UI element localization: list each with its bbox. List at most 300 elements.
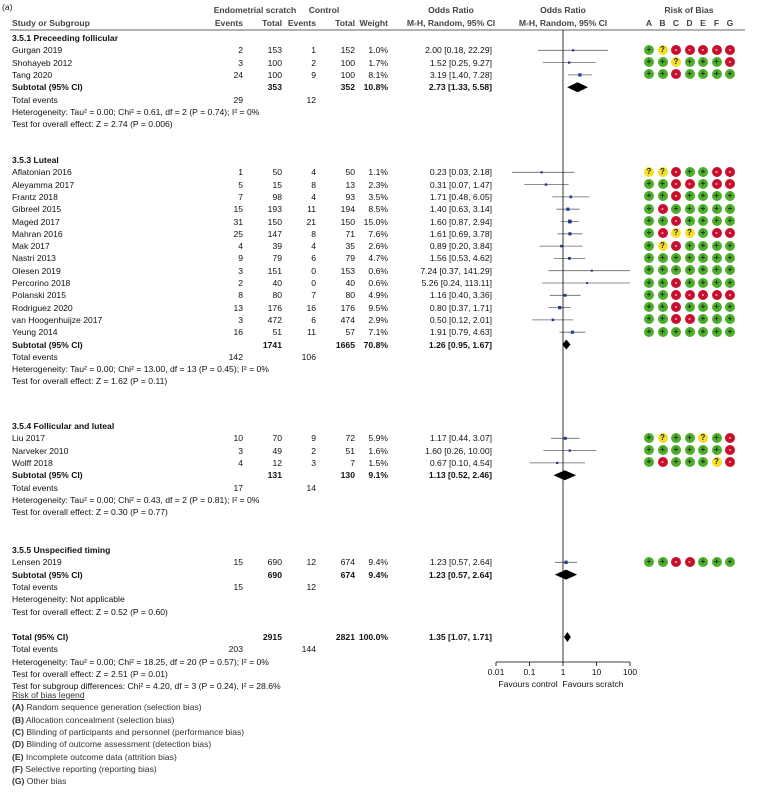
rob-dot-low: +: [644, 290, 654, 300]
study-name: Olesen 2019: [12, 265, 61, 276]
header-or-plot: Odds Ratio: [540, 5, 586, 15]
rob-legend-item: [12, 702, 202, 712]
study-e-events: 24: [233, 69, 243, 80]
study-e-events: 15: [233, 557, 243, 568]
study-c-total: 194: [340, 204, 355, 215]
rob-dot-low: +: [644, 457, 654, 467]
overall-label: Total (95% CI): [12, 632, 69, 642]
study-e-total: 15: [272, 179, 282, 190]
rob-dot-low: +: [685, 57, 695, 67]
col-method-text: M-H, Random, 95% CI: [406, 18, 496, 28]
study-e-total: 98: [272, 191, 282, 202]
study-e-total: 153: [267, 45, 282, 56]
study-mark-1-10-point: [564, 294, 567, 297]
study-weight: 9.5%: [368, 302, 388, 313]
study-name: Gibreel 2015: [12, 204, 62, 215]
study-ci-text: 0.67 [0.10, 4.54]: [429, 457, 492, 468]
overall-effect: Test for overall effect: Z = 0.30 (P = 0.77): [12, 507, 168, 518]
rob-dot-low: +: [685, 278, 695, 288]
rob-dot-high: -: [725, 457, 735, 467]
study-name: Liu 2017: [12, 433, 45, 444]
rob-dot-low: +: [644, 445, 654, 455]
rob-dot-high: -: [671, 179, 681, 189]
rob-legend-letter: (E): [12, 751, 24, 762]
rob-dot-low: +: [658, 278, 668, 288]
overall-effect: Test for overall effect: Z = 1.62 (P = 0.11): [12, 376, 168, 387]
rob-dot-high: -: [725, 290, 735, 300]
col-e-events: Events: [214, 18, 243, 28]
study-e-events: 25: [233, 228, 243, 239]
study-weight: 0.6%: [368, 265, 388, 276]
rob-dot-high: -: [725, 45, 735, 55]
rob-dot-high: -: [671, 290, 681, 300]
study-ci-text: 1.23 [0.57, 2.64]: [429, 557, 492, 568]
rob-dot-high: -: [725, 57, 735, 67]
col-c-events: Events: [287, 18, 316, 28]
rob-dot-low: +: [698, 204, 708, 214]
rob-dot-low: +: [658, 179, 668, 189]
rob-dot-high: -: [685, 557, 695, 567]
study-e-events: 3: [238, 314, 243, 325]
x-tick-label: 0.1: [523, 667, 536, 677]
study-mark-2-0-point: [564, 437, 567, 440]
study-c-events: 4: [311, 167, 316, 178]
overall-c-total: 2821: [335, 632, 355, 642]
rob-dot-low: +: [725, 557, 735, 567]
rob-dot-low: +: [712, 253, 722, 263]
rob-dot-low: +: [671, 327, 681, 337]
subgroup-title: 3.5.5 Unspecified timing: [12, 545, 111, 555]
study-ci-text: 1.60 [0.87, 2.94]: [429, 216, 492, 227]
study-name: Aleyamma 2017: [12, 179, 75, 190]
study-c-events: 4: [311, 241, 316, 252]
study-e-events: 16: [233, 327, 243, 338]
study-ci-text: 1.91 [0.79, 4.63]: [429, 327, 492, 338]
rob-dot-low: +: [685, 253, 695, 263]
rob-dot-low: +: [658, 327, 668, 337]
rob-dot-low: +: [658, 69, 668, 79]
rob-dot-low: +: [685, 302, 695, 312]
rob-dot-low: +: [658, 445, 668, 455]
study-weight: 0.6%: [368, 278, 388, 288]
col-c-total: Total: [335, 18, 355, 28]
study-weight: 2.6%: [368, 241, 388, 252]
subgroup-title: 3.5.4 Follicular and luteal: [12, 421, 115, 431]
rob-dot-low: +: [725, 69, 735, 79]
rob-dot-low: +: [698, 314, 708, 324]
subtotal-label: Subtotal (95% CI): [12, 339, 83, 350]
rob-dot-low: +: [644, 228, 654, 238]
rob-dot-low: +: [725, 253, 735, 263]
study-name: Wolff 2018: [12, 457, 53, 468]
study-c-total: 80: [345, 290, 355, 301]
study-weight: 7.1%: [368, 327, 388, 338]
study-c-total: 71: [345, 228, 355, 239]
study-c-total: 153: [340, 265, 355, 276]
study-ci-text: 5.26 [0.24, 113.11]: [421, 278, 492, 288]
rob-letter-F: F: [713, 18, 720, 28]
rob-dot-low: +: [698, 69, 708, 79]
rob-dot-low: +: [725, 302, 735, 312]
study-e-events: 15: [233, 204, 243, 215]
study-e-total: 50: [272, 167, 282, 178]
x-tick-label: 0.01: [487, 667, 505, 677]
rob-dot-low: +: [671, 457, 681, 467]
study-c-events: 8: [311, 228, 316, 239]
overall-effect-test: Test for overall effect: Z = 2.51 (P = 0.01): [12, 668, 168, 679]
rob-dot-unclear: ?: [658, 45, 668, 55]
subgroup-title: 3.5.3 Luteal: [12, 155, 59, 165]
study-weight: 1.6%: [368, 445, 388, 456]
study-ci-text: 0.23 [0.03, 2.18]: [429, 167, 492, 178]
rob-dot-low: +: [644, 314, 654, 324]
study-mark-0-1-point: [568, 61, 570, 63]
study-mark-1-2-point: [569, 196, 572, 199]
rob-dot-high: -: [698, 290, 708, 300]
study-mark-0-2-point: [578, 73, 581, 76]
rob-dot-high: -: [725, 167, 735, 177]
study-weight: 4.7%: [368, 253, 388, 264]
rob-legend-text: Blinding of outcome assessment (detection bias): [23, 739, 212, 750]
rob-legend-item: [12, 739, 211, 749]
rob-legend-text: Incomplete outcome data (attrition bias): [23, 751, 177, 762]
rob-dot-high: -: [671, 167, 681, 177]
study-name: Gurgan 2019: [12, 45, 63, 56]
heterogeneity: Heterogeneity: Tau² = 0.00; Chi² = 13.00, df = 13 (P = 0.45); I² = 0%: [12, 364, 269, 375]
study-mark-1-12-point: [552, 319, 555, 322]
total-events-e: 29: [233, 94, 243, 105]
study-c-events: 12: [306, 557, 316, 568]
study-e-events: 13: [233, 302, 243, 313]
rob-dot-high: -: [725, 433, 735, 443]
study-ci-text: 1.71 [0.48, 6.05]: [429, 191, 492, 202]
heterogeneity: Heterogeneity: Not applicable: [12, 594, 125, 605]
heterogeneity: Heterogeneity: Tau² = 0.00; Chi² = 0.61, df = 2 (P = 0.74); I² = 0%: [12, 106, 260, 117]
study-name: Rodriguez 2020: [12, 302, 73, 313]
rob-dot-low: +: [725, 278, 735, 288]
rob-dot-low: +: [644, 45, 654, 55]
study-name: Maged 2017: [12, 216, 60, 227]
subtotal-weight: 10.8%: [363, 82, 388, 93]
total-events-e: 142: [228, 351, 243, 362]
study-c-events: 11: [307, 204, 316, 215]
study-weight: 1.7%: [368, 57, 388, 68]
rob-dot-low: +: [712, 204, 722, 214]
study-e-events: 31: [233, 216, 243, 227]
rob-dot-low: +: [712, 57, 722, 67]
rob-dot-low: +: [725, 241, 735, 251]
rob-dot-low: +: [712, 433, 722, 443]
rob-dot-high: -: [685, 314, 695, 324]
rob-dot-low: +: [644, 557, 654, 567]
rob-dot-low: +: [644, 57, 654, 67]
total-events-label: Total events: [12, 94, 58, 105]
study-e-total: 51: [272, 327, 282, 338]
study-weight: 1.5%: [368, 457, 388, 468]
col-e-total: Total: [262, 18, 282, 28]
rob-dot-low: +: [698, 241, 708, 251]
study-mark-1-0-point: [541, 171, 543, 173]
rob-dot-low: +: [685, 69, 695, 79]
rob-dot-unclear: ?: [658, 167, 668, 177]
study-weight: 15.0%: [363, 216, 388, 227]
study-name: Narveker 2010: [12, 445, 69, 456]
rob-dot-low: +: [658, 216, 668, 226]
study-c-total: 40: [345, 278, 355, 288]
study-mark-1-7-point: [568, 257, 571, 260]
rob-dot-unclear: ?: [644, 167, 654, 177]
rob-dot-low: +: [644, 278, 654, 288]
study-mark-1-13-point: [571, 331, 574, 334]
study-weight: 3.5%: [368, 191, 388, 202]
study-name: Shohayeb 2012: [12, 57, 73, 68]
study-e-events: 5: [238, 179, 243, 190]
study-c-events: 4: [311, 191, 316, 202]
study-c-total: 93: [345, 191, 355, 202]
study-ci-text: 0.50 [0.12, 2.01]: [429, 314, 492, 325]
rob-dot-high: -: [671, 302, 681, 312]
study-mark-2-1-point: [569, 449, 571, 451]
rob-dot-low: +: [698, 327, 708, 337]
rob-dot-low: +: [725, 314, 735, 324]
rob-dot-high: -: [725, 445, 735, 455]
rob-dot-low: +: [712, 327, 722, 337]
study-e-total: 151: [267, 265, 282, 276]
study-c-total: 50: [345, 167, 355, 178]
study-c-total: 100: [340, 57, 355, 68]
subtotal-ci-text: 1.26 [0.95, 1.67]: [428, 339, 492, 350]
rob-dot-low: +: [725, 204, 735, 214]
rob-dot-high: -: [685, 179, 695, 189]
rob-dot-high: -: [698, 45, 708, 55]
rob-dot-low: +: [644, 433, 654, 443]
header-or-text: Odds Ratio: [428, 5, 474, 15]
total-events-label: Total events: [12, 351, 58, 362]
rob-dot-low: +: [698, 557, 708, 567]
rob-dot-low: +: [658, 253, 668, 263]
rob-letter-A: A: [645, 18, 653, 28]
total-events-c: 14: [306, 482, 316, 493]
study-ci-text: 3.19 [1.40, 7.28]: [429, 69, 492, 80]
total-events-c: 12: [306, 581, 316, 592]
study-c-total: 72: [345, 433, 355, 444]
rob-dot-high: -: [671, 278, 681, 288]
rob-legend-text: Random sequence generation (selection bias): [23, 702, 202, 713]
rob-dot-high: -: [671, 216, 681, 226]
study-e-events: 10: [233, 433, 243, 444]
study-e-total: 150: [267, 216, 282, 227]
rob-dot-low: +: [644, 253, 654, 263]
study-c-events: 6: [311, 314, 316, 325]
study-ci-text: 0.89 [0.20, 3.84]: [429, 241, 492, 252]
study-mark-1-9-point: [586, 282, 588, 284]
study-ci-text: 1.40 [0.63, 3.14]: [429, 204, 492, 215]
rob-legend-item: [12, 727, 244, 737]
study-weight: 2.3%: [368, 179, 388, 190]
subtotal-c-total: 1665: [335, 339, 355, 350]
study-mark-1-3-point: [566, 208, 569, 211]
rob-dot-unclear: ?: [658, 433, 668, 443]
study-c-events: 1: [311, 45, 316, 56]
rob-dot-low: +: [712, 557, 722, 567]
rob-legend-title: Risk of bias legend: [12, 690, 85, 700]
rob-dot-low: +: [712, 302, 722, 312]
overall-e-total: 2915: [262, 632, 282, 642]
study-name: Yeung 2014: [12, 327, 58, 338]
study-name: Percorino 2018: [12, 278, 71, 288]
rob-dot-low: +: [685, 445, 695, 455]
study-ci-text: 0.31 [0.07, 1.47]: [429, 179, 492, 190]
study-e-total: 70: [272, 433, 282, 444]
col-weight: Weight: [359, 18, 388, 28]
study-mark-1-11-point: [558, 306, 561, 309]
study-c-total: 35: [345, 241, 355, 252]
subtotal-label: Subtotal (95% CI): [12, 82, 83, 93]
rob-legend-item: [12, 752, 177, 762]
subtotal-weight: 9.4%: [368, 569, 388, 580]
study-c-total: 152: [340, 45, 355, 56]
overall-heterogeneity: Heterogeneity: Tau² = 0.00; Chi² = 18.25, df = 20 (P = 0.57); I² = 0%: [12, 656, 269, 667]
total-events-e: 17: [233, 482, 243, 493]
rob-legend-text: Other bias: [24, 776, 67, 787]
study-c-events: 3: [311, 457, 316, 468]
heterogeneity: Heterogeneity: Tau² = 0.00; Chi² = 0.43, df = 2 (P = 0.81); I² = 0%: [12, 494, 260, 505]
study-name: Aflatonian 2016: [12, 167, 72, 178]
rob-dot-low: +: [658, 302, 668, 312]
study-c-events: 9: [311, 69, 316, 80]
rob-dot-high: -: [712, 167, 722, 177]
rob-dot-low: +: [725, 191, 735, 201]
study-c-events: 2: [311, 57, 316, 68]
rob-dot-high: -: [658, 457, 668, 467]
study-e-events: 7: [238, 191, 243, 202]
rob-dot-low: +: [658, 191, 668, 201]
rob-dot-low: +: [658, 314, 668, 324]
rob-letter-B: B: [659, 18, 666, 28]
study-e-total: 193: [267, 204, 282, 215]
study-e-total: 12: [272, 457, 282, 468]
rob-dot-unclear: ?: [712, 457, 722, 467]
overall-total-events-c: 144: [301, 644, 316, 655]
subtotal-e-total: 1741: [262, 339, 282, 350]
rob-legend-letter: (G): [12, 776, 25, 787]
rob-dot-low: +: [712, 69, 722, 79]
overall-total-events-e: 203: [228, 644, 243, 655]
total-events-label: Total events: [12, 581, 58, 592]
rob-dot-high: -: [658, 228, 668, 238]
study-e-events: 8: [238, 290, 243, 301]
study-name: Lensen 2019: [12, 557, 62, 568]
total-events-c: 12: [306, 94, 316, 105]
study-name: Mak 2017: [12, 241, 50, 252]
rob-dot-low: +: [644, 241, 654, 251]
rob-dot-low: +: [712, 216, 722, 226]
rob-dot-low: +: [685, 457, 695, 467]
rob-dot-low: +: [698, 179, 708, 189]
total-events-label: Total events: [12, 482, 58, 493]
study-ci-text: 0.80 [0.37, 1.71]: [429, 302, 492, 313]
study-e-total: 79: [272, 253, 282, 264]
study-mark-0-0-point: [572, 49, 574, 51]
study-ci-text: 1.60 [0.26, 10.00]: [425, 445, 492, 456]
study-c-events: 21: [306, 216, 316, 227]
subtotal-label: Subtotal (95% CI): [12, 470, 83, 481]
study-c-events: 6: [311, 253, 316, 264]
rob-dot-high: -: [671, 314, 681, 324]
study-e-total: 100: [267, 57, 282, 68]
rob-dot-high: -: [712, 228, 722, 238]
rob-dot-low: +: [644, 216, 654, 226]
study-name: Mahran 2016: [12, 228, 63, 239]
rob-letter-D: D: [686, 18, 693, 28]
rob-legend-letter: (B): [12, 714, 24, 725]
subtotal-diamond-3: [555, 570, 577, 580]
rob-dot-high: -: [671, 45, 681, 55]
study-name: Polanski 2015: [12, 290, 66, 301]
rob-dot-low: +: [698, 278, 708, 288]
rob-dot-unclear: ?: [698, 433, 708, 443]
study-e-events: 4: [238, 241, 243, 252]
study-weight: 8.5%: [368, 204, 388, 215]
overall-effect: Test for overall effect: Z = 0.52 (P = 0.60): [12, 606, 168, 617]
subtotal-weight: 9.1%: [368, 470, 388, 481]
study-e-total: 472: [267, 314, 282, 325]
study-weight: 5.9%: [368, 433, 388, 444]
overall-diamond: [564, 632, 571, 642]
total-events-e: 15: [233, 581, 243, 592]
rob-dot-low: +: [644, 302, 654, 312]
rob-dot-low: +: [644, 265, 654, 275]
rob-dot-low: +: [644, 191, 654, 201]
rob-dot-high: -: [712, 179, 722, 189]
rob-legend-item: [12, 776, 66, 786]
rob-dot-low: +: [685, 433, 695, 443]
rob-dot-low: +: [698, 457, 708, 467]
study-name: Tang 2020: [12, 69, 53, 80]
rob-dot-low: +: [698, 253, 708, 263]
rob-dot-low: +: [698, 302, 708, 312]
rob-dot-low: +: [698, 445, 708, 455]
rob-legend-text: Allocation concealment (selection bias): [23, 714, 175, 725]
rob-legend-letter: (C): [12, 726, 24, 737]
study-e-total: 100: [267, 69, 282, 80]
study-name: van Hoogenhuijze 2017: [12, 314, 103, 325]
rob-dot-low: +: [712, 191, 722, 201]
study-c-events: 8: [311, 179, 316, 190]
overall-effect: Test for overall effect: Z = 2.74 (P = 0.006): [12, 119, 173, 130]
subtotal-c-total: 130: [340, 470, 355, 481]
study-e-total: 80: [272, 290, 282, 301]
study-c-total: 51: [345, 445, 355, 456]
study-mark-3-0-point: [564, 561, 567, 564]
rob-dot-low: +: [685, 167, 695, 177]
rob-legend-letter: (D): [12, 739, 24, 750]
study-mark-1-6-point: [560, 245, 562, 247]
rob-dot-high: -: [725, 179, 735, 189]
study-e-events: 4: [238, 457, 243, 468]
study-c-total: 150: [340, 216, 355, 227]
study-c-events: 9: [311, 433, 316, 444]
rob-dot-low: +: [712, 241, 722, 251]
rob-dot-low: +: [644, 69, 654, 79]
total-events-c: 106: [301, 351, 316, 362]
study-ci-text: 1.52 [0.25, 9.27]: [429, 57, 492, 68]
study-mark-1-1-point: [545, 183, 547, 185]
rob-dot-low: +: [725, 327, 735, 337]
rob-legend-text: Selective reporting (reporting bias): [22, 763, 157, 774]
subgroup-differences: Test for subgroup differences: Chi² = 4.20, df = 3 (P = 0.24), I² = 28.6%: [12, 681, 281, 692]
study-e-total: 49: [272, 445, 282, 456]
